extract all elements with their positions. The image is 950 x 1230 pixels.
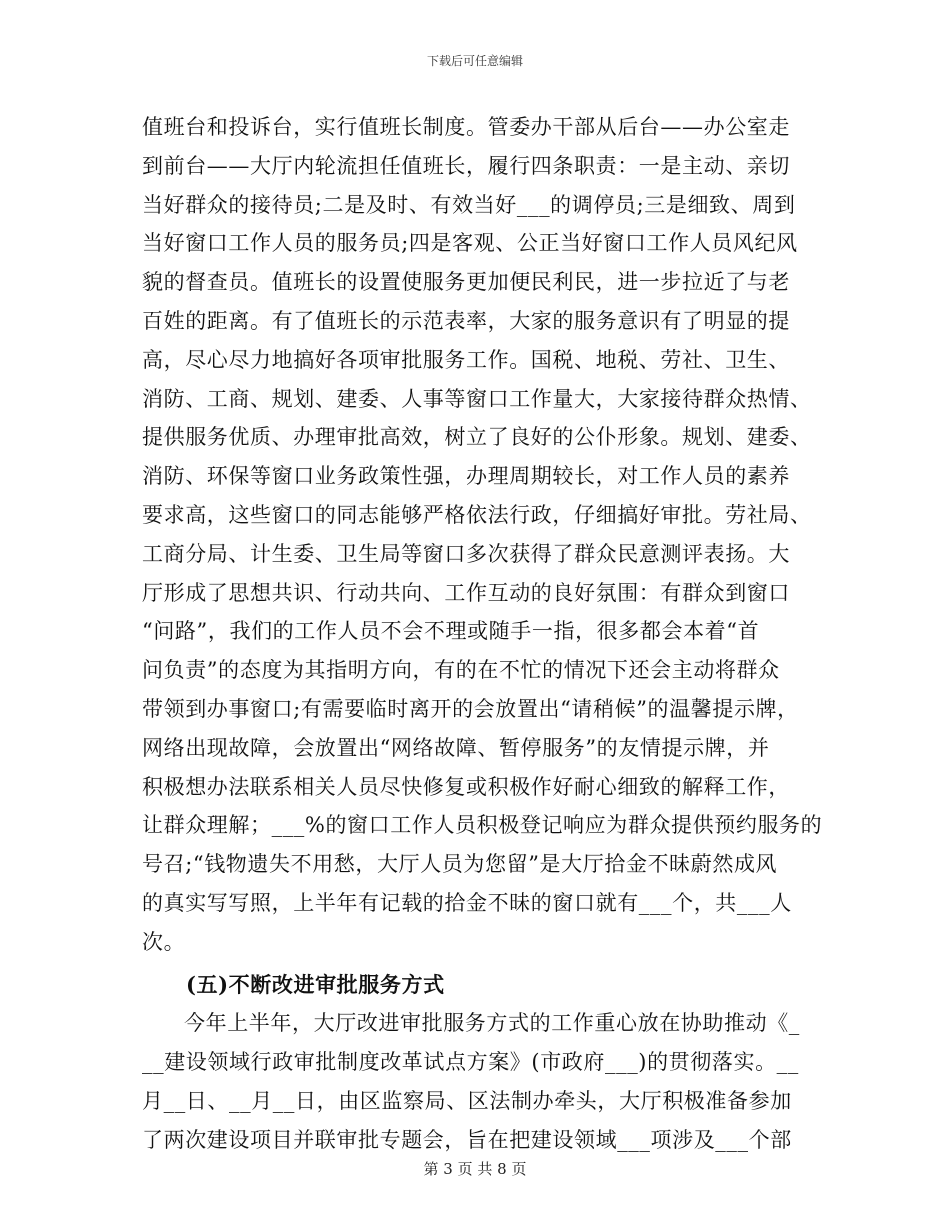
body-line: 让群众理解；___%的窗口工作人员积极登记响应为群众提供预约服务的 (142, 813, 823, 838)
body-line: 今年上半年，大厅改进审批服务方式的工作重心放在协助推动《_ (184, 1011, 800, 1036)
body-line: 要求高，这些窗口的同志能够严格依法行政，仔细搞好审批。劳社局、 (142, 502, 812, 527)
body-line: 了两次建设项目并联审批专题会，旨在把建设领域___项涉及___个部 (142, 1127, 792, 1152)
body-line: 高，尽心尽力地搞好各项审批服务工作。国税、地税、劳社、卫生、 (142, 347, 790, 372)
body-line: 当好群众的接待员;二是及时、有效当好___的调停员;三是细致、周到 (142, 192, 796, 217)
body-line: 貌的督查员。值班长的设置使服务更加便民利民，进一步拉近了与老 (142, 270, 790, 295)
body-line: 消防、环保等窗口业务政策性强，办理周期较长，对工作人员的素养 (142, 464, 790, 489)
body-line: 当好窗口工作人员的服务员;四是客观、公正当好窗口工作人员风纪风 (142, 231, 798, 256)
body-line: __建设领域行政审批制度改革试点方案》(市政府___)的贯彻落实。__ (142, 1050, 799, 1075)
body-line: 积极想办法联系相关人员尽快修复或积极作好耐心细致的解释工作， (142, 774, 790, 799)
body-line: 百姓的距离。有了值班长的示范表率，大家的服务意识有了明显的提 (142, 308, 790, 333)
body-line: 提供服务优质、办理审批高效，树立了良好的公仆形象。规划、建委、 (142, 425, 812, 450)
body-line: 月__日、__月__日，由区监察局、区法制办牵头，大厅积极准备参加 (142, 1088, 792, 1113)
page-header: 下载后可任意编辑 (426, 54, 523, 68)
body-line: “问路”，我们的工作人员不会不理或随手一指，很多都会本着“首 (142, 619, 760, 644)
body-line: 号召;“钱物遗失不用愁，大厅人员为您留”是大厅拾金不昧蔚然成风 (142, 852, 778, 877)
body-line: 的真实写写照，上半年有记载的拾金不昧的窗口就有___个，共___人 (142, 890, 792, 915)
body-line: 带领到办事窗口;有需要临时离开的会放置出“请稍候”的温馨提示牌， (142, 696, 799, 721)
body-line: 网络出现故障，会放置出“网络故障、暂停服务”的友情提示牌，并 (142, 735, 770, 760)
section-heading: (五)不断改进审批服务方式 (186, 971, 445, 997)
page-footer: 第 3 页 共 8 页 (423, 1160, 527, 1178)
body-line: 厅形成了思想共识、行动共向、工作互动的良好氛围：有群众到窗口 (142, 580, 790, 605)
document-body (142, 108, 823, 1160)
body-line: 值班台和投诉台，实行值班长制度。管委办干部从后台——办公室走 (142, 115, 790, 139)
body-line: 问负责”的态度为其指明方向，有的在不忙的情况下还会主动将群众 (142, 658, 780, 683)
body-line: 次。 (142, 929, 186, 954)
body-line: 工商分局、计生委、卫生局等窗口多次获得了群众民意测评表扬。大 (142, 541, 790, 566)
body-line: 到前台——大厅内轮流担任值班长，履行四条职责：一是主动、亲切 (142, 153, 790, 178)
body-line: 消防、工商、规划、建委、人事等窗口工作量大，大家接待群众热情、 (142, 386, 812, 411)
